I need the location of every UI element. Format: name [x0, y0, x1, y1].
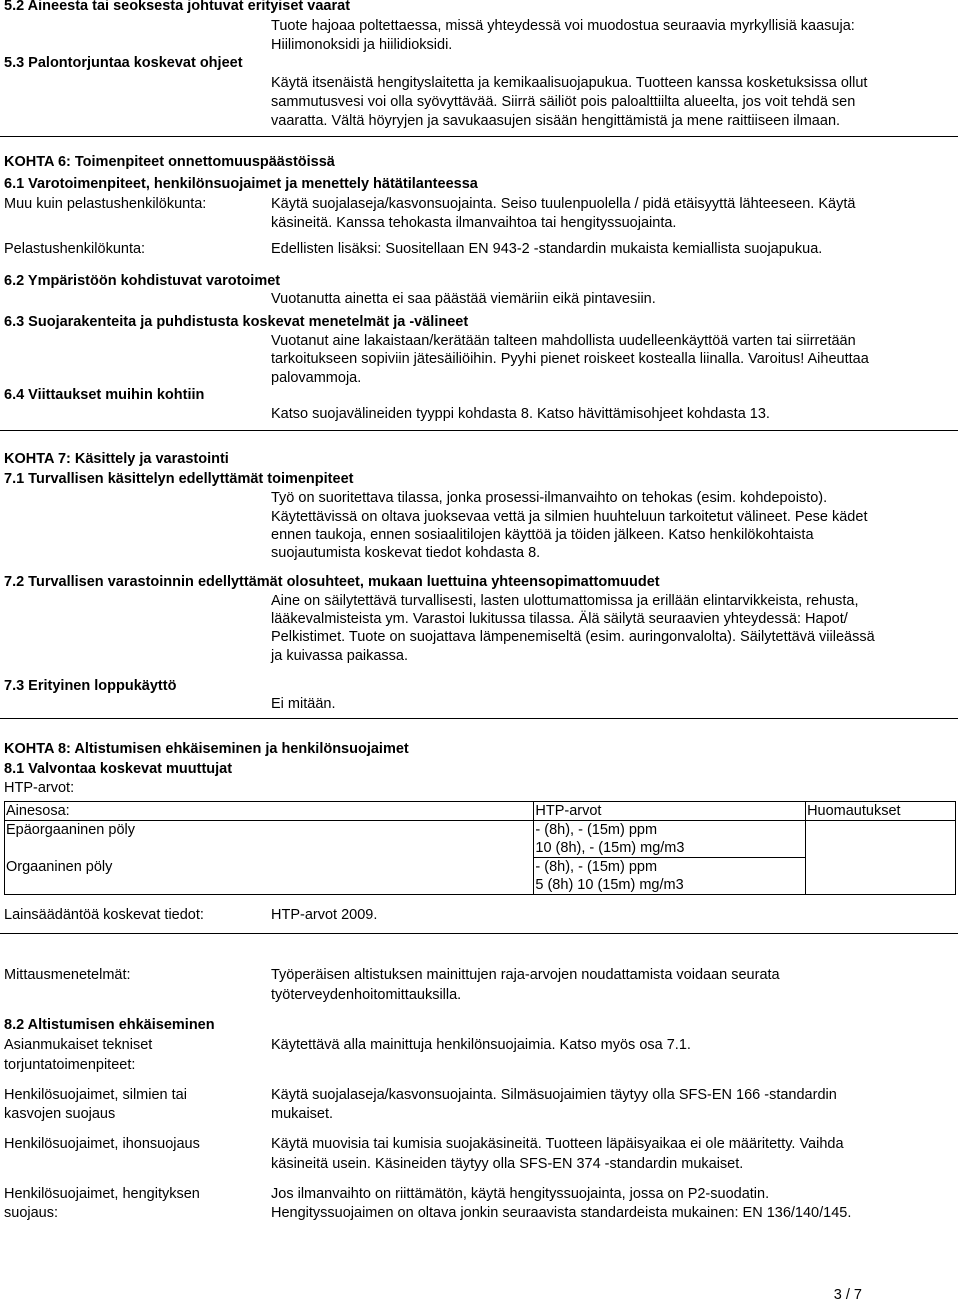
s72-line-3: Pelkistimet. Tuote on suojattava lämpenemiseltä (esim. auringonvalolta). Säilytettävä viileässä: [271, 629, 875, 645]
tekn-label-2: torjuntatoimenpiteet:: [4, 1057, 136, 1073]
s71-line-4: suojautumista koskevat tiedot kohdasta 8.: [271, 545, 541, 561]
divider: [0, 933, 958, 934]
iho-label: Henkilösuojaimet, ihonsuojaus: [4, 1136, 200, 1152]
s73-text: Ei mitään.: [271, 696, 336, 712]
row-note: [806, 821, 956, 858]
muu-label: Muu kuin pelastushenkilökunta:: [4, 196, 207, 212]
silmat-line-2: mukaiset.: [271, 1106, 334, 1122]
htp-table: [4, 801, 956, 895]
row-values: [534, 858, 806, 895]
heng-line-2: Hengityssuojaimen on oltava jonkin seuraavista standardeista mukainen: EN 136/140/145.: [271, 1205, 852, 1221]
s72-line-4: ja kuivassa paikassa.: [271, 648, 409, 664]
section-6-4-heading: 6.4 Viittaukset muihin kohtiin: [4, 387, 205, 403]
mitta-line-1: Työperäisen altistuksen mainittujen raja-arvojen noudattamista voidaan seurata: [271, 967, 780, 983]
silmat-label-2: kasvojen suojaus: [4, 1106, 116, 1122]
section-7-2-heading: 7.2 Turvallisen varastoinnin edellyttämät olosuhteet, mukaan luettuina yhteensopimattomuudet: [4, 574, 660, 590]
s72-line-2: lääkevalmisteista ym. Varastoi lukitussa tilassa. Älä säilytä seuraavien yhteydessä: Hapot/: [271, 611, 848, 627]
divider: [0, 136, 958, 137]
iho-line-2: käsineitä usein. Käsineiden täytyy olla SFS-EN 374 -standardin mukaiset.: [271, 1156, 744, 1172]
s63-line-1: Vuotanut aine lakaistaan/kerätään talteen mahdollista uudelleenkäyttöä varten tai siirretään: [271, 333, 856, 349]
s62-text: Vuotanutta ainetta ei saa päästää viemäriin eikä pintavesiin.: [271, 291, 656, 307]
row-value-ppm: - (8h), - (15m) ppm: [535, 822, 658, 838]
s52-line-1: Tuote hajoaa poltettaessa, missä yhteydessä voi muodostua seuraavia myrkyllisiä kaasuja:: [271, 18, 855, 34]
pel-label: Pelastushenkilökunta:: [4, 241, 146, 257]
section-8-2-heading: 8.2 Altistumisen ehkäiseminen: [4, 1017, 215, 1033]
divider: [0, 430, 958, 431]
heng-label-1: Henkilösuojaimet, hengityksen: [4, 1186, 200, 1202]
row-value-mg: 10 (8h), - (15m) mg/m3: [535, 840, 685, 856]
section-7-title: KOHTA 7: Käsittely ja varastointi: [4, 451, 229, 467]
silmat-label-1: Henkilösuojaimet, silmien tai: [4, 1087, 187, 1103]
section-5-2-heading: 5.2 Aineesta tai seoksesta johtuvat erityiset vaarat: [4, 0, 351, 14]
s71-line-1: Työ on suoritettava tilassa, jonka prosessi-ilmanvaihto on tehokas (esim. kohdepoisto).: [271, 490, 828, 506]
section-7-3-heading: 7.3 Erityinen loppukäyttö: [4, 678, 177, 694]
section-6-1-heading: 6.1 Varotoimenpiteet, henkilönsuojaimet ja menettely hätätilanteessa: [4, 176, 478, 192]
s72-line-1: Aine on säilytettävä turvallisesti, lasten ulottumattomissa ja erillään elintarvikkeista, rehusta,: [271, 593, 859, 609]
heng-label-2: suojaus:: [4, 1205, 59, 1221]
section-7-1-heading: 7.1 Turvallisen käsittelyn edellyttämät toimenpiteet: [4, 471, 354, 487]
table-header-row: [5, 802, 956, 821]
row-values: [534, 821, 806, 858]
pel-text: Edellisten lisäksi: Suositellaan EN 943-2 -standardin mukaista kemiallista suojapukua.: [271, 241, 823, 257]
silmat-line-1: Käytä suojalaseja/kasvonsuojainta. Silmäsuojaimien täytyy olla SFS-EN 166 -standardin: [271, 1087, 837, 1103]
header-ainesosa: Ainesosa:: [5, 802, 534, 821]
header-htp: HTP-arvot: [534, 802, 806, 821]
s53-line-2: sammutusvesi voi olla syövyttävää. Siirrä säiliöt pois paloalttiilta alueelta, jos voit tehdä sen: [271, 94, 856, 110]
s64-text: Katso suojavälineiden tyyppi kohdasta 8. Katso hävittämisohjeet kohdasta 13.: [271, 406, 770, 422]
header-huomautukset: Huomautukset: [806, 802, 956, 821]
row-note: [806, 858, 956, 895]
s71-line-3: ennen taukoja, ennen sosiaalitilojen käyttöä ja töiden jälkeen. Katso henkilökohtaista: [271, 527, 814, 543]
s63-line-2: tarkoitukseen sopiviin jätesäiliöihin. Pyyhi pienet roiskeet kostealla liinalla. Varoitus! Aiheuttaa: [271, 351, 869, 367]
page-number: 3 / 7: [833, 1287, 862, 1303]
laws-value: HTP-arvot 2009.: [271, 907, 378, 923]
row-name: Orgaaninen pöly: [5, 858, 534, 895]
table-row: [5, 858, 956, 895]
section-6-title: KOHTA 6: Toimenpiteet onnettomuuspäästöissä: [4, 154, 335, 170]
tekn-text: Käytettävä alla mainittuja henkilönsuojaimia. Katso myös osa 7.1.: [271, 1037, 691, 1053]
divider: [0, 718, 958, 719]
muu-line-2: käsineitä. Kanssa tehokasta ilmanvaihtoa tai hengityssuojainta.: [271, 215, 677, 231]
laws-label: Lainsäädäntöä koskevat tiedot:: [4, 907, 204, 923]
iho-line-1: Käytä muovisia tai kumisia suojakäsineitä. Tuotteen läpäisyaikaa ei ole määritetty. Vaihda: [271, 1136, 844, 1152]
section-6-3-heading: 6.3 Suojarakenteita ja puhdistusta koskevat menetelmät ja -välineet: [4, 314, 469, 330]
mitta-label: Mittausmenetelmät:: [4, 967, 131, 983]
row-value-mg: 5 (8h) 10 (15m) mg/m3: [535, 877, 684, 893]
htp-label: HTP-arvot:: [4, 780, 75, 796]
section-8-1-heading: 8.1 Valvontaa koskevat muuttujat: [4, 761, 233, 777]
s71-line-2: Käytettävissä on oltava juoksevaa vettä ja silmien huuhteluun tarkoitetut välineet. Pese kädet: [271, 509, 868, 525]
row-name: Epäorgaaninen pöly: [5, 821, 534, 858]
section-8-title: KOHTA 8: Altistumisen ehkäiseminen ja henkilönsuojaimet: [4, 741, 409, 757]
s53-line-3: vaaratta. Vältä höyryjen ja savukaasujen sisään hengittämistä ja mene raittiiseen ilmaan.: [271, 113, 841, 129]
table-row: [5, 821, 956, 858]
s52-line-2: Hiilimonoksidi ja hiilidioksidi.: [271, 37, 453, 53]
s63-line-3: palovammoja.: [271, 370, 362, 386]
mitta-line-2: työterveydenhoitomittauksilla.: [271, 987, 462, 1003]
muu-line-1: Käytä suojalaseja/kasvonsuojainta. Seiso tuulenpuolella / pidä etäisyyttä lähteeseen. Käytä: [271, 196, 856, 212]
section-5-3-heading: 5.3 Palontorjuntaa koskevat ohjeet: [4, 55, 243, 71]
s53-line-1: Käytä itsenäistä hengityslaitetta ja kemikaalisuojapukua. Tuotteen kanssa kosketuksissa ollut: [271, 75, 868, 91]
row-value-ppm: - (8h), - (15m) ppm: [535, 859, 658, 875]
section-6-2-heading: 6.2 Ympäristöön kohdistuvat varotoimet: [4, 273, 281, 289]
tekn-label-1: Asianmukaiset tekniset: [4, 1037, 153, 1053]
heng-line-1: Jos ilmanvaihto on riittämätön, käytä hengityssuojainta, jossa on P2-suodatin.: [271, 1186, 770, 1202]
